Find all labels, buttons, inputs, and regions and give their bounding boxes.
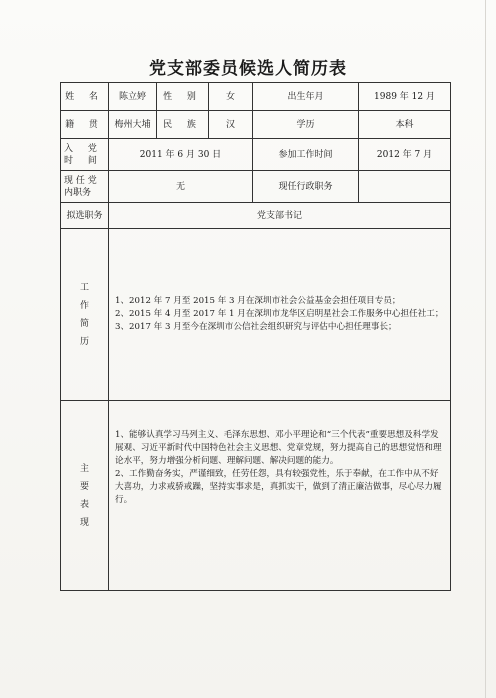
party-post-label: 现 任 党 内职务 bbox=[61, 171, 109, 203]
name-label: 姓 名 bbox=[61, 83, 109, 111]
birth-label: 出生年月 bbox=[253, 83, 359, 111]
join-party-label: 入 党 时 间 bbox=[61, 139, 109, 171]
row-performance bbox=[61, 401, 451, 591]
page-title: 党支部委员候选人简历表 bbox=[149, 59, 347, 79]
proposed-post-value: 党支部书记 bbox=[109, 203, 451, 229]
row-join-party bbox=[61, 139, 451, 171]
name-value: 陈立婷 bbox=[109, 83, 157, 111]
work-start-value: 2012 年 7 月 bbox=[359, 139, 451, 171]
work-history-item: 2、2015 年 4 月至 2017 年 1 月在深圳市龙华区启明星社会工作服务中心担任社工； bbox=[115, 309, 444, 319]
origin-value: 梅州大埔 bbox=[109, 111, 157, 139]
row-work-history bbox=[61, 229, 451, 401]
birth-value: 1989 年 12 月 bbox=[359, 83, 451, 111]
resume-form-table bbox=[60, 82, 451, 591]
work-history-item: 3、2017 年 3 月至今在深圳市公信社会组织研究与评估中心担任理事长； bbox=[115, 322, 397, 332]
work-history-item: 1、2012 年 7 月至 2015 年 3 月在深圳市社会公益基金会担任项目专员； bbox=[115, 296, 401, 306]
gender-label: 性 别 bbox=[157, 83, 209, 111]
education-label: 学历 bbox=[253, 111, 359, 139]
work-history-label: 工 作 简 历 bbox=[61, 229, 109, 401]
row-current-posts bbox=[61, 171, 451, 203]
row-basic-1 bbox=[61, 83, 451, 111]
performance-item: 1、能够认真学习马列主义、毛泽东思想、邓小平理论和“三个代表”重要思想及科学发展观、习近平新时代中国特色社会主义思想、党章党规，努力提高自己的思想觉悟和理论水平，努力增强分析问题、理解问题、解决问题的能力。 bbox=[115, 430, 442, 466]
performance-item: 2、工作勤奋务实，严谨细致，任劳任怨，具有较强党性，乐于奉献，在工作中从不好大喜功，力求戒骄戒躁，坚持实事求是，真抓实干，做到了清正廉洁做事，尽心尽力履行。 bbox=[115, 469, 442, 505]
origin-label: 籍 贯 bbox=[61, 111, 109, 139]
scan-edge-line bbox=[485, 0, 486, 698]
ethnic-value: 汉 bbox=[209, 111, 253, 139]
ethnic-label: 民 族 bbox=[157, 111, 209, 139]
row-basic-2 bbox=[61, 111, 451, 139]
work-history-content bbox=[109, 229, 451, 401]
performance-content bbox=[109, 401, 451, 591]
admin-post-value bbox=[359, 171, 451, 203]
education-value: 本科 bbox=[359, 111, 451, 139]
work-start-label: 参加工作时间 bbox=[253, 139, 359, 171]
row-proposed-post bbox=[61, 203, 451, 229]
join-party-value: 2011 年 6 月 30 日 bbox=[109, 139, 253, 171]
proposed-post-label: 拟选职务 bbox=[61, 203, 109, 229]
gender-value: 女 bbox=[209, 83, 253, 111]
performance-label: 主 要 表 现 bbox=[61, 401, 109, 591]
party-post-value: 无 bbox=[109, 171, 253, 203]
admin-post-label: 现任行政职务 bbox=[253, 171, 359, 203]
